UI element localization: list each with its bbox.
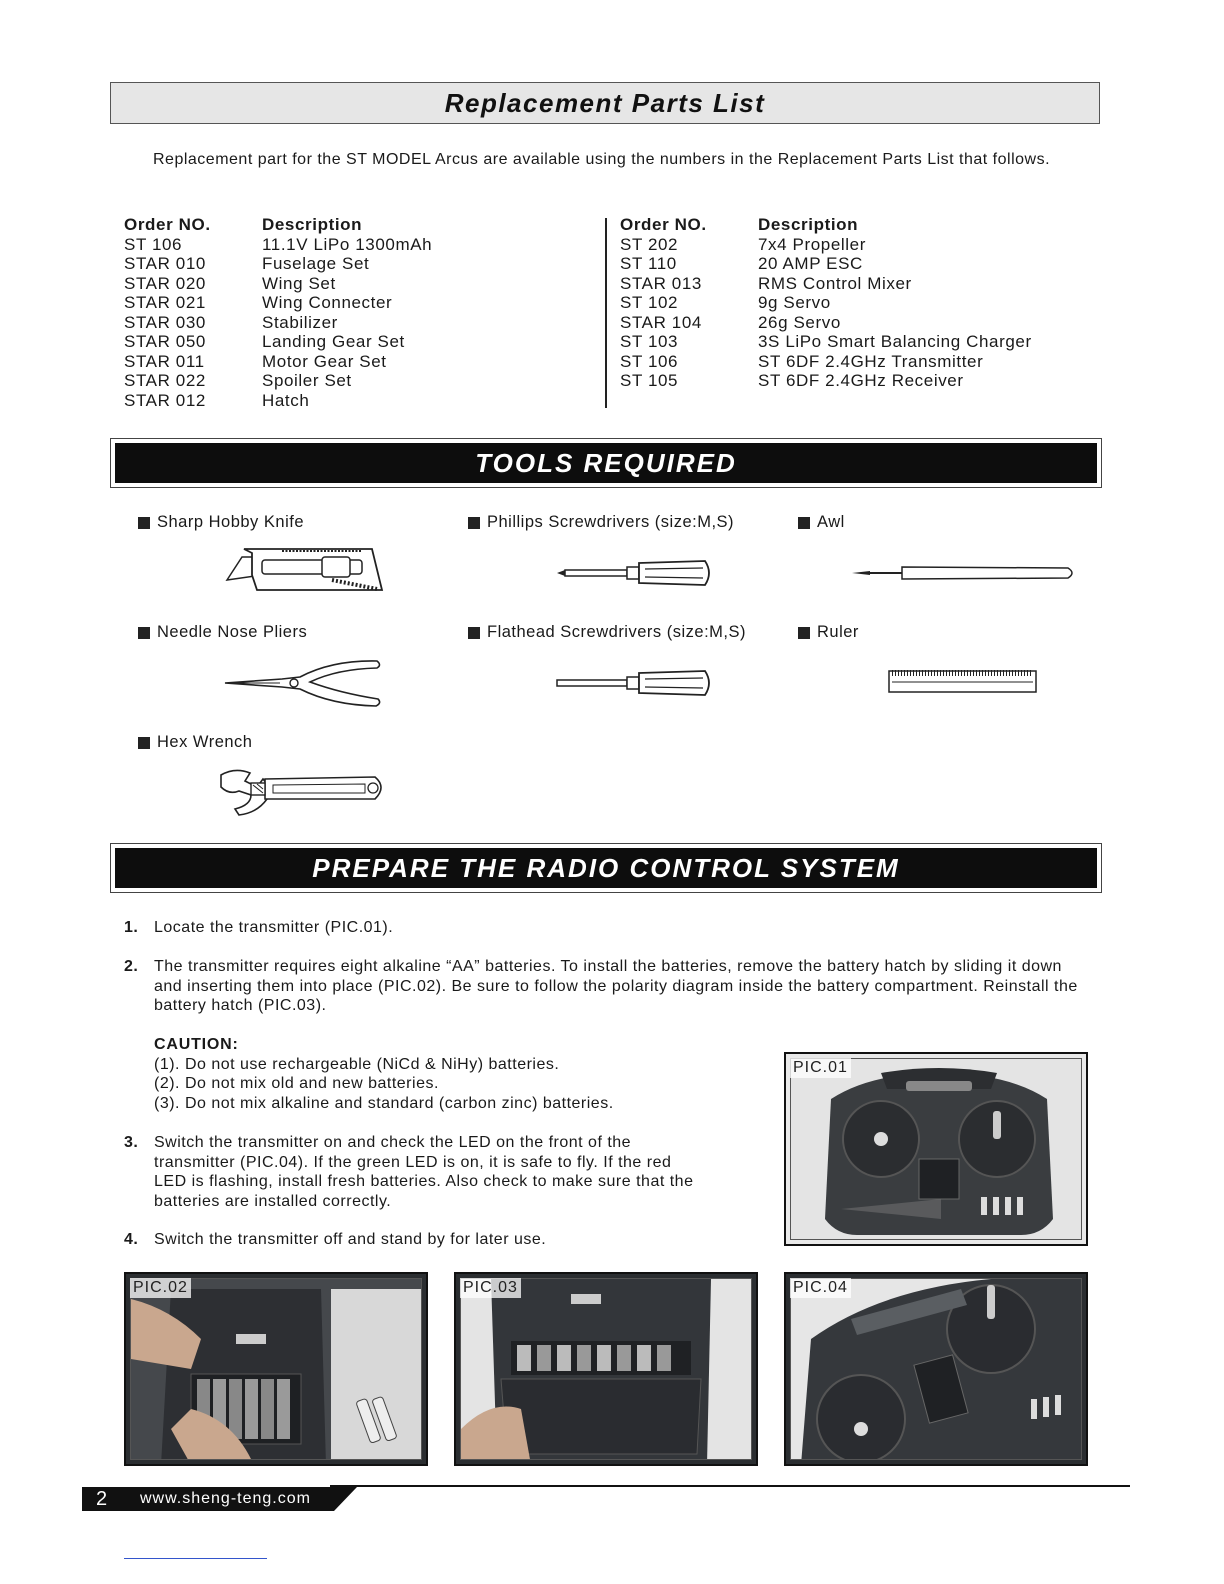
parts-table-right	[620, 215, 1032, 391]
part-description: 9g Servo	[758, 293, 831, 312]
parts-table-header	[620, 215, 1032, 235]
part-description: 20 AMP ESC	[758, 254, 863, 273]
pic-03-label: PIC.03	[460, 1278, 521, 1298]
part-description: Landing Gear Set	[262, 332, 405, 351]
step-number: 3.	[124, 1134, 139, 1151]
tool-knife-label: Sharp Hobby Knife	[157, 513, 305, 531]
table-row	[124, 391, 432, 411]
pic-02-label: PIC.02	[130, 1278, 191, 1298]
pic-02-battery-install	[124, 1272, 428, 1466]
order-no: ST 106	[620, 351, 679, 371]
footer-url[interactable]: www.sheng-teng.com	[140, 1490, 311, 1507]
caution-item: (1). Do not use rechargeable (NiCd & NiHy) batteries.	[154, 1055, 560, 1073]
table-row	[620, 352, 1032, 372]
bullet-square-icon	[798, 517, 810, 529]
part-description: Stabilizer	[262, 312, 338, 332]
tool-phillips-label: Phillips Screwdrivers (size:M,S)	[487, 513, 735, 531]
part-description: 26g Servo	[758, 312, 841, 332]
caution-title: CAUTION:	[154, 1036, 239, 1053]
bullet-square-icon	[798, 627, 810, 639]
step-text: Switch the transmitter off and stand by for later use.	[154, 1231, 547, 1248]
table-row	[124, 254, 432, 274]
table-row	[620, 254, 1032, 274]
bullet-square-icon	[138, 517, 150, 529]
pic-04-label: PIC.04	[790, 1278, 851, 1298]
tool-awl-label: Awl	[817, 513, 845, 531]
awl-icon	[850, 563, 1080, 583]
part-description: Wing Set	[262, 273, 336, 293]
tool-wrench	[138, 733, 252, 752]
pic-01-transmitter	[784, 1052, 1088, 1246]
order-no: STAR 010	[124, 254, 206, 273]
bullet-square-icon	[468, 627, 480, 639]
parts-table-header	[124, 215, 432, 235]
tool-phillips	[468, 513, 734, 532]
bullet-square-icon	[138, 627, 150, 639]
hobby-knife-icon	[222, 545, 387, 600]
radio-section-header	[110, 843, 1102, 893]
order-no: ST 202	[620, 234, 679, 254]
step-number: 1.	[124, 919, 139, 936]
caution-block	[124, 1035, 744, 1113]
part-description: ST 6DF 2.4GHz Receiver	[758, 371, 964, 390]
battery-install-photo-icon	[131, 1279, 422, 1460]
table-row	[620, 313, 1032, 333]
table-row	[124, 332, 432, 352]
step-1	[124, 918, 1084, 938]
step-2	[124, 957, 1084, 1016]
order-no: STAR 022	[124, 371, 206, 390]
pic-04-transmitter-led	[784, 1272, 1088, 1466]
link-underline	[124, 1558, 267, 1559]
order-no: ST 105	[620, 371, 679, 390]
caution-item: (3). Do not mix alkaline and standard (carbon zinc) batteries.	[154, 1094, 614, 1112]
tool-ruler-label: Ruler	[817, 623, 859, 641]
table-row	[124, 235, 432, 255]
order-no: ST 106	[124, 234, 183, 254]
table-row	[620, 332, 1032, 352]
pic-03-battery-hatch	[454, 1272, 758, 1466]
order-no: STAR 013	[620, 273, 702, 293]
table-row	[620, 235, 1032, 255]
tool-flathead-label: Flathead Screwdrivers (size:M,S)	[487, 623, 746, 641]
tool-pliers	[138, 623, 307, 642]
table-row	[124, 352, 432, 372]
order-no: STAR 050	[124, 332, 206, 351]
order-no: STAR 030	[124, 312, 206, 332]
step-3	[124, 1133, 699, 1211]
table-row	[620, 274, 1032, 294]
caution-item: (2). Do not mix old and new batteries.	[154, 1075, 439, 1092]
part-description: RMS Control Mixer	[758, 273, 912, 293]
order-no-header: Order NO.	[620, 215, 707, 234]
table-row	[124, 274, 432, 294]
tools-section-title: TOOLS REQUIRED	[475, 447, 737, 478]
tool-knife	[138, 513, 304, 532]
bullet-square-icon	[138, 737, 150, 749]
part-description: Hatch	[262, 390, 310, 410]
needle-nose-pliers-icon	[222, 655, 387, 710]
tool-wrench-label: Hex Wrench	[157, 733, 253, 751]
order-no: STAR 020	[124, 273, 206, 293]
radio-section-title: PREPARE THE RADIO CONTROL SYSTEM	[312, 852, 900, 883]
tool-ruler	[798, 623, 859, 642]
parts-table-left	[124, 215, 432, 410]
phillips-screwdriver-icon	[555, 558, 715, 588]
pic-01-label: PIC.01	[790, 1058, 851, 1078]
description-header: Description	[262, 215, 363, 234]
tool-flathead	[468, 623, 746, 642]
transmitter-led-photo-icon	[791, 1279, 1082, 1460]
parts-section-title: Replacement Parts List	[444, 87, 766, 118]
tools-section-header	[110, 438, 1102, 488]
order-no: ST 102	[620, 293, 679, 312]
bullet-square-icon	[468, 517, 480, 529]
step-number: 2.	[124, 958, 139, 975]
step-text: Locate the transmitter (PIC.01).	[154, 919, 394, 936]
table-row	[124, 313, 432, 333]
flathead-screwdriver-icon	[555, 668, 715, 698]
step-text: Switch the transmitter on and check the LED on the front of the transmitter (PIC.04). If the green LED is on, it is safe to fly. If the red LED is flashing, install fresh batteries. Also check to make sure that the batteries are installed correctly.	[154, 1134, 694, 1210]
step-4	[124, 1230, 744, 1250]
tool-pliers-label: Needle Nose Pliers	[157, 623, 308, 641]
page-number: 2	[96, 1488, 108, 1510]
part-description: Spoiler Set	[262, 371, 352, 390]
part-description: Fuselage Set	[262, 254, 370, 273]
footer-rule	[330, 1485, 1130, 1487]
parts-section-header	[110, 82, 1100, 124]
wrench-icon	[215, 765, 390, 820]
part-description: 7x4 Propeller	[758, 234, 866, 254]
table-row	[124, 371, 432, 391]
ruler-icon	[888, 670, 1038, 694]
part-description: 11.1V LiPo 1300mAh	[262, 234, 433, 254]
order-no: ST 110	[620, 254, 677, 273]
part-description: Wing Connecter	[262, 293, 393, 312]
transmitter-photo-icon	[791, 1059, 1082, 1240]
table-row	[620, 371, 1032, 391]
tool-awl	[798, 513, 845, 532]
part-description: 3S LiPo Smart Balancing Charger	[758, 332, 1032, 351]
table-row	[620, 293, 1032, 313]
parts-intro: Replacement part for the ST MODEL Arcus are available using the numbers in the Replacement Parts List that follows.	[153, 151, 1051, 168]
order-no: STAR 104	[620, 312, 702, 332]
description-header: Description	[758, 215, 859, 234]
table-divider	[605, 218, 607, 408]
order-no: STAR 012	[124, 390, 206, 410]
order-no: STAR 011	[124, 351, 205, 371]
order-no-header: Order NO.	[124, 215, 211, 234]
step-text: The transmitter requires eight alkaline “AA” batteries. To install the batteries, remove the battery hatch by sliding it down and inserting them into place (PIC.02). Be sure to follow the polarity diagram inside the battery compartment. Reinstall the battery hatch (PIC.03).	[154, 958, 1078, 1014]
part-description: ST 6DF 2.4GHz Transmitter	[758, 351, 984, 371]
step-number: 4.	[124, 1231, 139, 1248]
part-description: Motor Gear Set	[262, 351, 387, 371]
order-no: ST 103	[620, 332, 679, 351]
table-row	[124, 293, 432, 313]
order-no: STAR 021	[124, 293, 206, 312]
battery-hatch-photo-icon	[461, 1279, 752, 1460]
